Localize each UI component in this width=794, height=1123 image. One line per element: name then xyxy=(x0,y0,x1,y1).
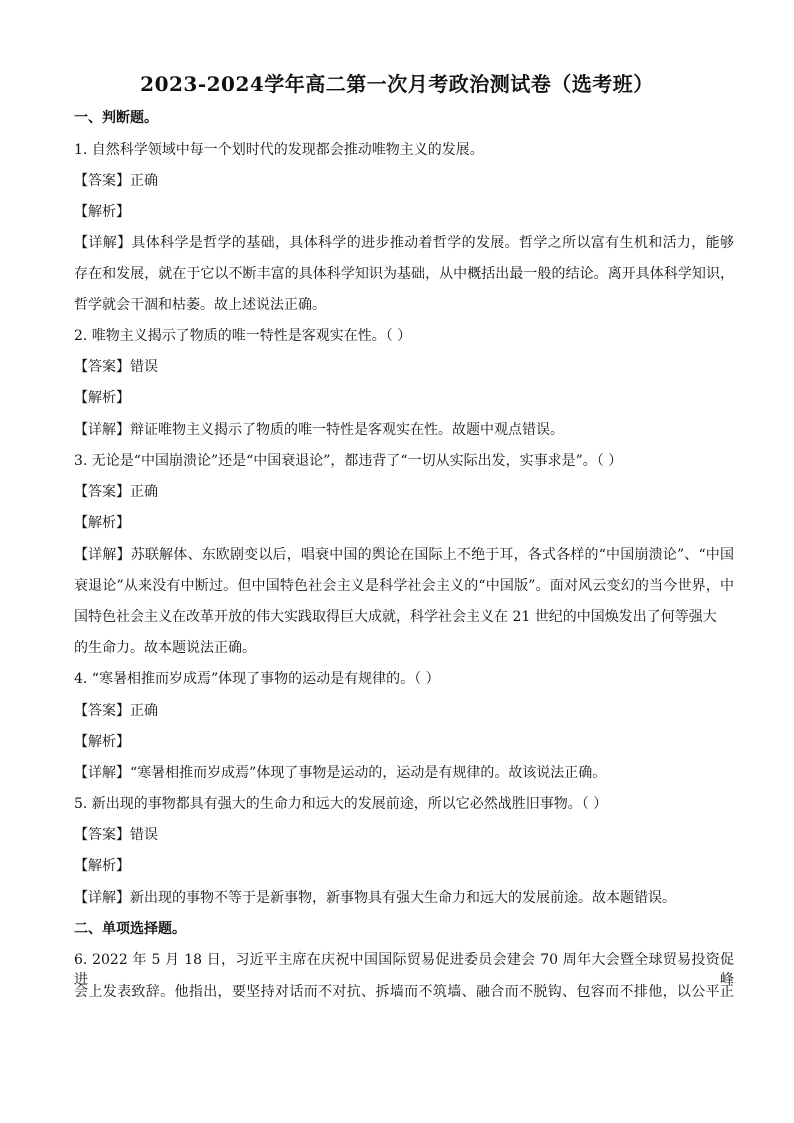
question-1: 1. 自然科学领域中每一个划时代的发现都会推动唯物主义的发展。 xyxy=(74,142,484,158)
analysis-4: 【解析】 xyxy=(74,734,130,750)
answer-2: 【答案】错误 xyxy=(74,359,158,375)
analysis-5: 【解析】 xyxy=(74,858,130,874)
detail-3-line-1: 【详解】苏联解体、东欧剧变以后，唱衰中国的舆论在国际上不绝于耳，各式各样的“中国崩溃论”、“中国 xyxy=(74,547,734,563)
question-3: 3. 无论是“中国崩溃论”还是“中国衰退论”，都违背了“一切从实际出发，实事求是”。（ ） xyxy=(74,453,623,469)
analysis-2: 【解析】 xyxy=(74,390,130,406)
detail-4: 【详解】“寒暑相推而岁成焉”体现了事物是运动的，运动是有规律的。故该说法正确。 xyxy=(74,765,607,781)
section-heading-judgment: 一、判断题。 xyxy=(74,110,158,126)
detail-3-line-2: 衰退论”从来没有中断过。但中国特色社会主义是科学社会主义的“中国版”。面对风云变幻的当今世界，中 xyxy=(74,578,734,594)
question-4: 4. “寒暑相推而岁成焉”体现了事物的运动是有规律的。（ ） xyxy=(74,671,440,687)
analysis-3: 【解析】 xyxy=(74,515,130,531)
detail-1-line-3: 哲学就会干涸和枯萎。故上述说法正确。 xyxy=(74,297,326,313)
section-heading-single-choice: 二、单项选择题。 xyxy=(74,921,186,937)
answer-4: 【答案】正确 xyxy=(74,703,158,719)
question-6-line-2: 会上发表致辞。他指出，要坚持对话而不对抗、拆墙而不筑墙、融合而不脱钩、包容而不排他，以公平正 xyxy=(74,984,734,1000)
answer-5: 【答案】错误 xyxy=(74,827,158,843)
detail-3-line-4: 的生命力。故本题说法正确。 xyxy=(74,640,256,656)
detail-1-line-1: 【详解】具体科学是哲学的基础，具体科学的进步推动着哲学的发展。哲学之所以富有生机和活力，能够 xyxy=(74,235,734,251)
analysis-1: 【解析】 xyxy=(74,204,130,220)
question-2: 2. 唯物主义揭示了物质的唯一特性是客观实在性。（ ） xyxy=(74,328,412,344)
answer-3: 【答案】正确 xyxy=(74,484,158,500)
detail-2: 【详解】辩证唯物主义揭示了物质的唯一特性是客观实在性。故题中观点错误。 xyxy=(74,422,564,438)
detail-3-line-3: 国特色社会主义在改革开放的伟大实践取得巨大成就，科学社会主义在 21 世纪的中国焕发出了何等强大 xyxy=(74,609,717,625)
detail-1-line-2: 存在和发展，就在于它以不断丰富的具体科学知识为基础，从中概括出最一般的结论。离开具体科学知识， xyxy=(74,266,734,282)
document-title: 2023-2024学年高二第一次月考政治测试卷（选考班） xyxy=(140,72,654,96)
question-6-line-1: 6. 2022 年 5 月 18 日，习近平主席在庆祝中国国际贸易促进委员会建会 70 周年大会暨全球贸易投资促进峰 xyxy=(74,952,734,988)
answer-1: 【答案】正确 xyxy=(74,173,158,189)
detail-5: 【详解】新出现的事物不等于是新事物，新事物具有强大生命力和远大的发展前途。故本题错误。 xyxy=(74,890,676,906)
question-5: 5. 新出现的事物都具有强大的生命力和远大的发展前途，所以它必然战胜旧事物。（ ） xyxy=(74,796,608,812)
